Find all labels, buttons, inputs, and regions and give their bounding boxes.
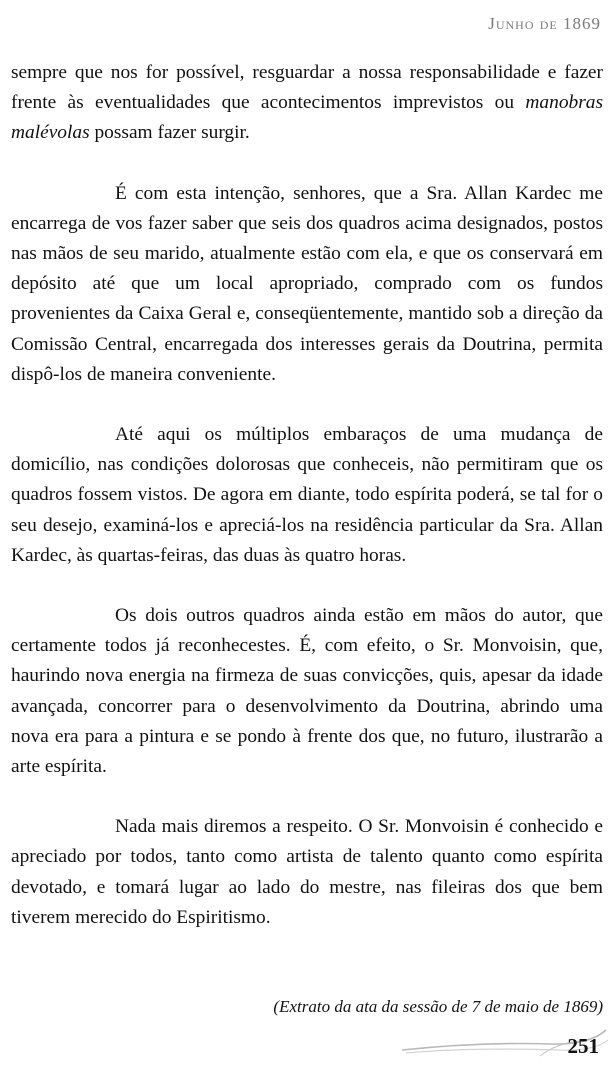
- emphasis-text: manobras malévolas: [11, 92, 603, 144]
- paragraph: É com esta intenção, senhores, que a Sra. Allan Kardec me encarrega de vos fazer saber que seis dos quadros acima designados, postos nas mãos de seu marido, atualmente estão com ela, e que os conservará em depósito até que um local apropriado, comprado com os fundos provenientes da Caixa Geral e, conseqüentemente, mantido sob a direção da Comissão Central, encarregada dos interesses gerais da Doutrina, permita dispô-los de maneira conveniente.: [11, 182, 603, 385]
- source-note: (Extrato da ata da sessão de 7 de maio de 1869): [273, 997, 603, 1016]
- page-body: [11, 58, 603, 963]
- paragraph-continuation: [11, 58, 603, 149]
- paragraph-text: sempre que nos for possível, resguardar a nossa responsabilidade e fazer frente às eventualidades que acontecimentos imprevistos ou: [11, 62, 603, 114]
- paragraph-text: possam fazer surgir.: [89, 122, 250, 144]
- page-number: 251: [567, 1034, 599, 1058]
- paragraph: Até aqui os múltiplos embaraços de uma mudança de domicílio, nas condições dolorosas que conheceis, não permitiram que os quadros fossem vistos. De agora em diante, todo espírita poderá, se tal for o seu desejo, examiná-los e apreciá-los na residência particular da Sra. Allan Kardec, às quartas-feiras, das duas às quatro horas.: [11, 424, 603, 566]
- paragraph: Os dois outros quadros ainda estão em mãos do autor, que certamente todos já reconhecestes. É, com efeito, o Sr. Monvoisin, que, haurindo nova energia na firmeza de suas convicções, quis, apesar da idade avançada, concorrer para o desenvolvimento da Doutrina, abrindo uma nova era para a pintura e se pondo à frente dos que, no futuro, ilustrarão a arte espírita.: [11, 605, 603, 778]
- paragraph: Nada mais diremos a respeito. O Sr. Monvoisin é conhecido e apreciado por todos, tanto como artista de talento quanto como espírita devotado, e tomará lugar ao lado do mestre, nas fileiras dos que bem tiverem merecido do Espiritismo.: [11, 816, 603, 928]
- running-head: Junho de 1869: [488, 14, 601, 33]
